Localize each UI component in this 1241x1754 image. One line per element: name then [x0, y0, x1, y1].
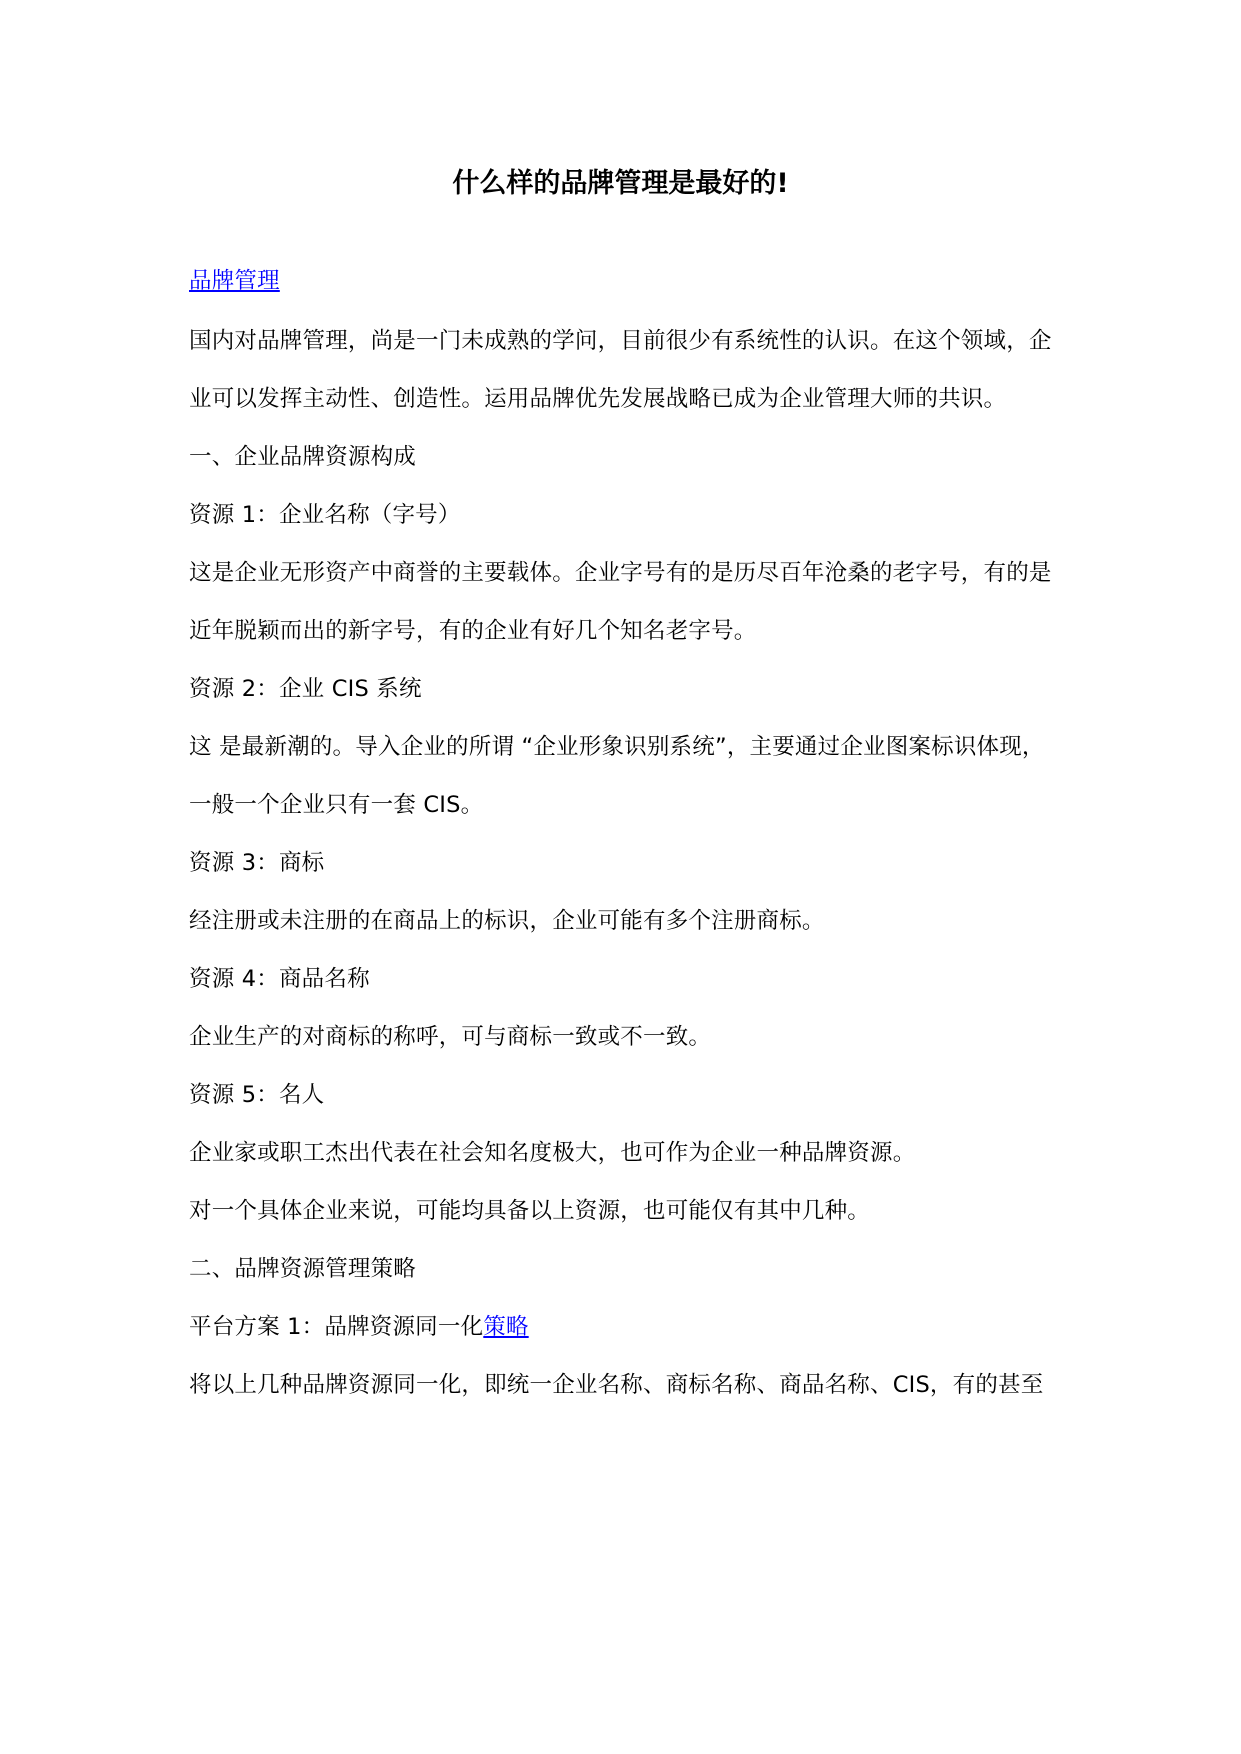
plan-1-line-1: 将以上几种品牌资源同一化，即统一企业名称、商标名称、商品名称、CIS，有的甚至 [189, 1372, 1044, 1398]
resource-2-line-2: 一般一个企业只有一套 CIS。 [189, 792, 484, 818]
resource-5-heading: 资源 5：名人 [189, 1082, 325, 1108]
intro-paragraph-line-2: 业可以发挥主动性、创造性。运用品牌优先发展战略已成为企业管理大师的共识。 [189, 386, 1007, 412]
page-title: 什么样的品牌管理是最好的! [452, 168, 789, 199]
resource-2-line-1: 这 是最新潮的。导入企业的所谓 “企业形象识别系统”，主要通过企业图案标识体现， [189, 734, 1045, 760]
resource-4-line-1: 企业生产的对商标的称呼，可与商标一致或不一致。 [189, 1024, 712, 1050]
plan-1-heading-text: 平台方案 1：品牌资源同一化 [189, 1314, 484, 1340]
section-1-heading: 一、企业品牌资源构成 [189, 444, 417, 470]
resource-2-heading: 资源 2：企业 CIS 系统 [189, 676, 422, 702]
section-2-heading: 二、品牌资源管理策略 [189, 1256, 417, 1282]
resource-1-heading: 资源 1：企业名称（字号） [189, 502, 461, 528]
top-link-line [189, 266, 280, 296]
resource-3-heading: 资源 3：商标 [189, 850, 325, 876]
resource-4-heading: 资源 4：商品名称 [189, 966, 370, 992]
resource-1-line-2: 近年脱颖而出的新字号，有的企业有好几个知名老字号。 [189, 618, 757, 644]
resource-5-line-1: 企业家或职工杰出代表在社会知名度极大，也可作为企业一种品牌资源。 [189, 1140, 916, 1166]
resource-1-line-1: 这是企业无形资产中商誉的主要载体。企业字号有的是历尽百年沧桑的老字号，有的是 [189, 560, 1052, 586]
intro-paragraph-line-1: 国内对品牌管理，尚是一门未成熟的学问，目前很少有系统性的认识。在这个领域，企 [189, 328, 1052, 354]
plan-1-heading [189, 1312, 529, 1342]
summary-line: 对一个具体企业来说，可能均具备以上资源，也可能仅有其中几种。 [189, 1198, 871, 1224]
strategy-link[interactable]: 策略 [483, 1314, 529, 1340]
brand-management-link[interactable]: 品牌管理 [189, 268, 280, 294]
resource-3-line-1: 经注册或未注册的在商品上的标识，企业可能有多个注册商标。 [189, 908, 825, 934]
